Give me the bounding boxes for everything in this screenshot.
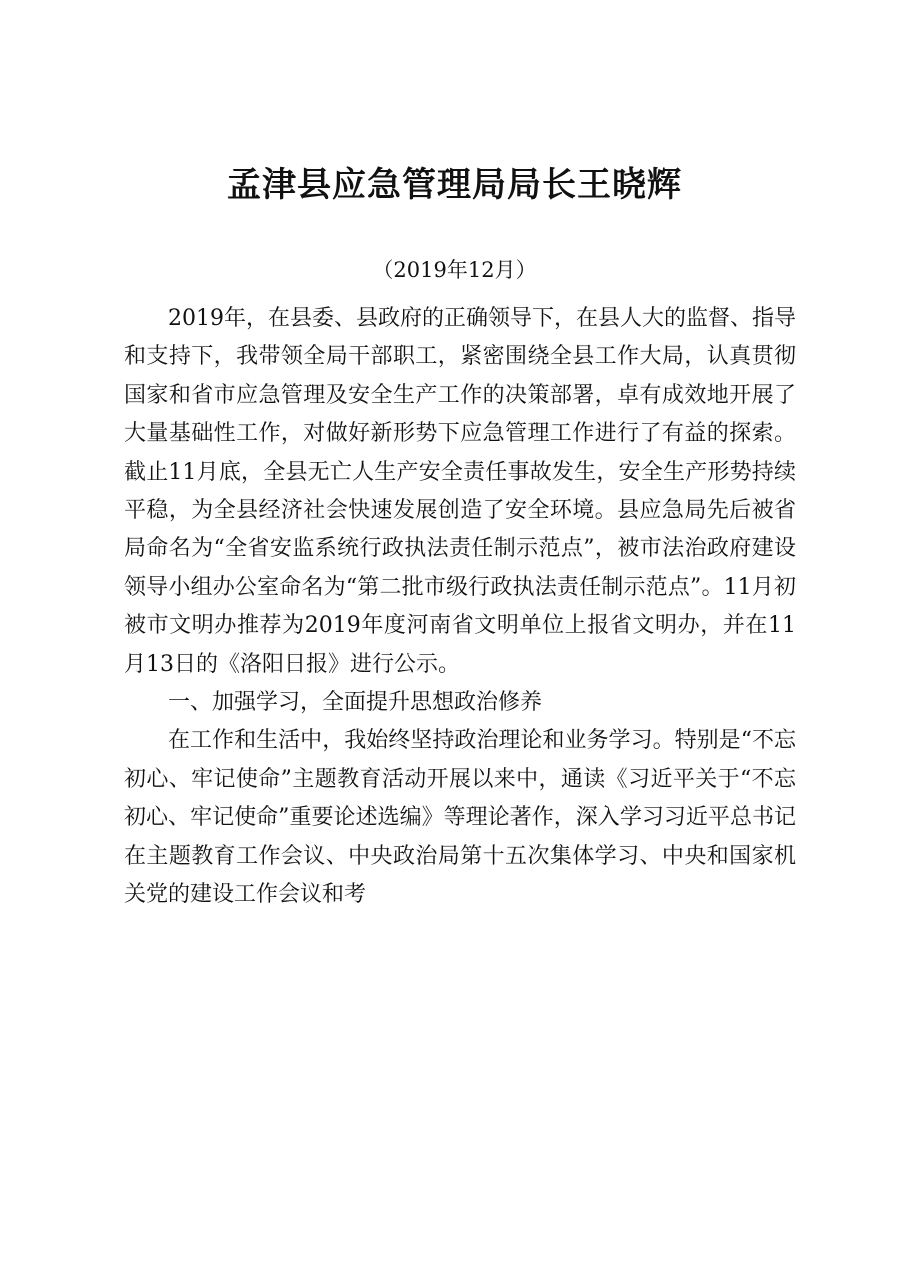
document-date: （2019年12月） xyxy=(372,258,537,282)
paragraph-section-1: 在工作和生活中，我始终坚持政治理论和业务学习。特别是“不忘初心、牢记使命”主题教育活动开展以来中，通读《习近平关于“不忘初心、牢记使命”重要论述选编》等理论著作，深入学习习近平总书记在主题教育工作会议、中央政治局第十五次集体学习、中央和国家机关党的建设工作会议和考 xyxy=(124,728,796,908)
section-heading-1: 一、加强学习，全面提升思想政治修养 xyxy=(168,690,543,716)
paragraph-intro: 2019年，在县委、县政府的正确领导下，在县人大的监督、指导和支持下，我带领全局干部职工，紧密围绕全县工作大局，认真贯彻国家和省市应急管理及安全生产工作的决策部署，卓有成效地开展了大量基础性工作，对做好新形势下应急管理工作进行了有益的探索。截止11月底，全县无亡人生产安全责任事故发生，安全生产形势持续平稳，为全县经济社会快速发展创造了安全环境。县应急局先后被省局命名为“全省安监系统行政执法责任制示范点”，被市法治政府建设领导小组办公室命名为“第二批市级行政执法责任制示范点”。11月初被市文明办推荐为2019年度河南省文明单位上报省文明办，并在11月13日的《洛阳日报》进行公示。 xyxy=(124,306,796,677)
document-title: 孟津县应急管理局局长王晓辉 xyxy=(227,165,682,205)
document-body xyxy=(124,300,796,915)
